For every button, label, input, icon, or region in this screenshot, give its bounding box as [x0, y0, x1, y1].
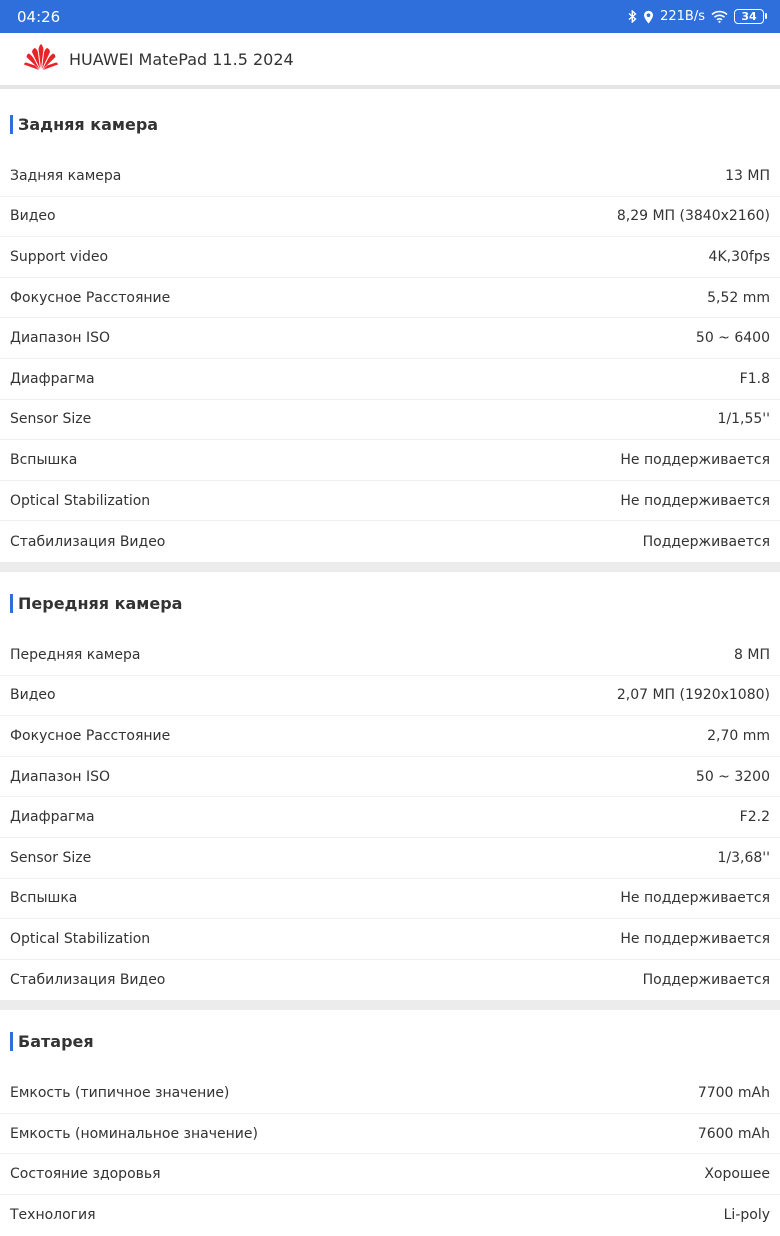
- spec-label: Емкость (номинальное значение): [10, 1125, 258, 1142]
- spec-value: Хорошее: [704, 1166, 770, 1183]
- spec-value: 5,52 mm: [707, 289, 770, 306]
- spec-value: 50 ~ 6400: [695, 330, 770, 347]
- spec-value: 1/1,55'': [717, 411, 770, 428]
- section-header: [0, 93, 780, 156]
- spec-label: Optical Stabilization: [10, 492, 151, 509]
- spec-row: [0, 879, 780, 920]
- spec-row: [0, 960, 780, 1001]
- app-header: [0, 33, 780, 89]
- location-icon: [643, 10, 654, 24]
- spec-label: Передняя камера: [10, 646, 141, 663]
- spec-value: 2,07 МП (1920x1080): [616, 687, 770, 704]
- section-accent-bar: [10, 594, 13, 613]
- section-header: [0, 572, 780, 635]
- spec-row: [0, 156, 780, 197]
- spec-row: [0, 716, 780, 757]
- spec-row: [0, 1154, 780, 1195]
- spec-row: [0, 1195, 780, 1236]
- spec-row: [0, 400, 780, 441]
- spec-label: Задняя камера: [10, 167, 122, 184]
- spec-value: Li-poly: [723, 1207, 770, 1224]
- spec-label: Диапазон ISO: [10, 330, 110, 347]
- spec-value: F2.2: [739, 809, 770, 826]
- spec-value: Не поддерживается: [620, 890, 770, 907]
- spec-label: Sensor Size: [10, 411, 92, 428]
- wifi-icon: [711, 10, 728, 23]
- spec-label: Состояние здоровья: [10, 1166, 161, 1183]
- spec-label: Стабилизация Видео: [10, 533, 166, 550]
- section-battery: [0, 1010, 780, 1235]
- spec-row: [0, 676, 780, 717]
- section-divider: [0, 562, 780, 572]
- network-speed: 221B/s: [660, 9, 705, 24]
- spec-row: [0, 635, 780, 676]
- spec-label: Support video: [10, 248, 109, 265]
- spec-label: Optical Stabilization: [10, 930, 151, 947]
- spec-value: Не поддерживается: [620, 492, 770, 509]
- spec-label: Видео: [10, 687, 56, 704]
- spec-value: Поддерживается: [642, 971, 770, 988]
- spec-value: 7600 mAh: [697, 1125, 770, 1142]
- spec-row: [0, 1073, 780, 1114]
- section-title: Батарея: [18, 1032, 94, 1052]
- spec-label: Фокусное Расстояние: [10, 289, 171, 306]
- section-accent-bar: [10, 115, 13, 134]
- section-title: Передняя камера: [18, 593, 183, 613]
- spec-label: Sensor Size: [10, 849, 92, 866]
- spec-value: 1/3,68'': [717, 849, 770, 866]
- section-front-camera: [0, 572, 780, 1000]
- spec-value: Не поддерживается: [620, 930, 770, 947]
- status-time: 04:26: [17, 7, 61, 26]
- spec-row: [0, 440, 780, 481]
- spec-row: [0, 797, 780, 838]
- status-icons: [628, 9, 764, 24]
- spec-value: Не поддерживается: [620, 451, 770, 468]
- spec-row: [0, 237, 780, 278]
- spec-value: 4K,30fps: [708, 248, 770, 265]
- spec-label: Диафрагма: [10, 809, 95, 826]
- bluetooth-icon: [628, 10, 637, 23]
- spec-row: [0, 838, 780, 879]
- spec-row: [0, 278, 780, 319]
- spec-row: [0, 757, 780, 798]
- status-bar: [0, 0, 780, 33]
- spec-row: [0, 197, 780, 238]
- spec-label: Стабилизация Видео: [10, 971, 166, 988]
- spec-list: [0, 93, 780, 1236]
- section-divider: [0, 1000, 780, 1010]
- spec-row: [0, 919, 780, 960]
- spec-value: Поддерживается: [642, 533, 770, 550]
- section-header: [0, 1010, 780, 1073]
- spec-value: 50 ~ 3200: [695, 768, 770, 785]
- spec-label: Диафрагма: [10, 370, 95, 387]
- spec-row: [0, 318, 780, 359]
- section-title: Задняя камера: [18, 115, 159, 134]
- spec-label: Вспышка: [10, 890, 78, 907]
- section-rear-camera: [0, 93, 780, 562]
- battery-icon: 34: [734, 9, 764, 24]
- spec-value: 8,29 МП (3840x2160): [616, 208, 770, 225]
- section-accent-bar: [10, 1032, 13, 1051]
- spec-row: [0, 359, 780, 400]
- huawei-logo: [23, 43, 59, 75]
- spec-row: [0, 521, 780, 562]
- spec-value: 7700 mAh: [697, 1085, 770, 1102]
- spec-value: 13 МП: [725, 167, 770, 184]
- spec-label: Вспышка: [10, 451, 78, 468]
- spec-label: Технология: [10, 1207, 96, 1224]
- spec-row: [0, 481, 780, 522]
- spec-value: 2,70 mm: [707, 727, 770, 744]
- spec-label: Диапазон ISO: [10, 768, 110, 785]
- spec-row: [0, 1114, 780, 1155]
- page-title: HUAWEI MatePad 11.5 2024: [69, 49, 294, 69]
- spec-value: 8 МП: [734, 646, 770, 663]
- spec-label: Емкость (типичное значение): [10, 1085, 230, 1102]
- spec-label: Фокусное Расстояние: [10, 727, 171, 744]
- spec-value: F1.8: [739, 370, 770, 387]
- spec-label: Видео: [10, 208, 56, 225]
